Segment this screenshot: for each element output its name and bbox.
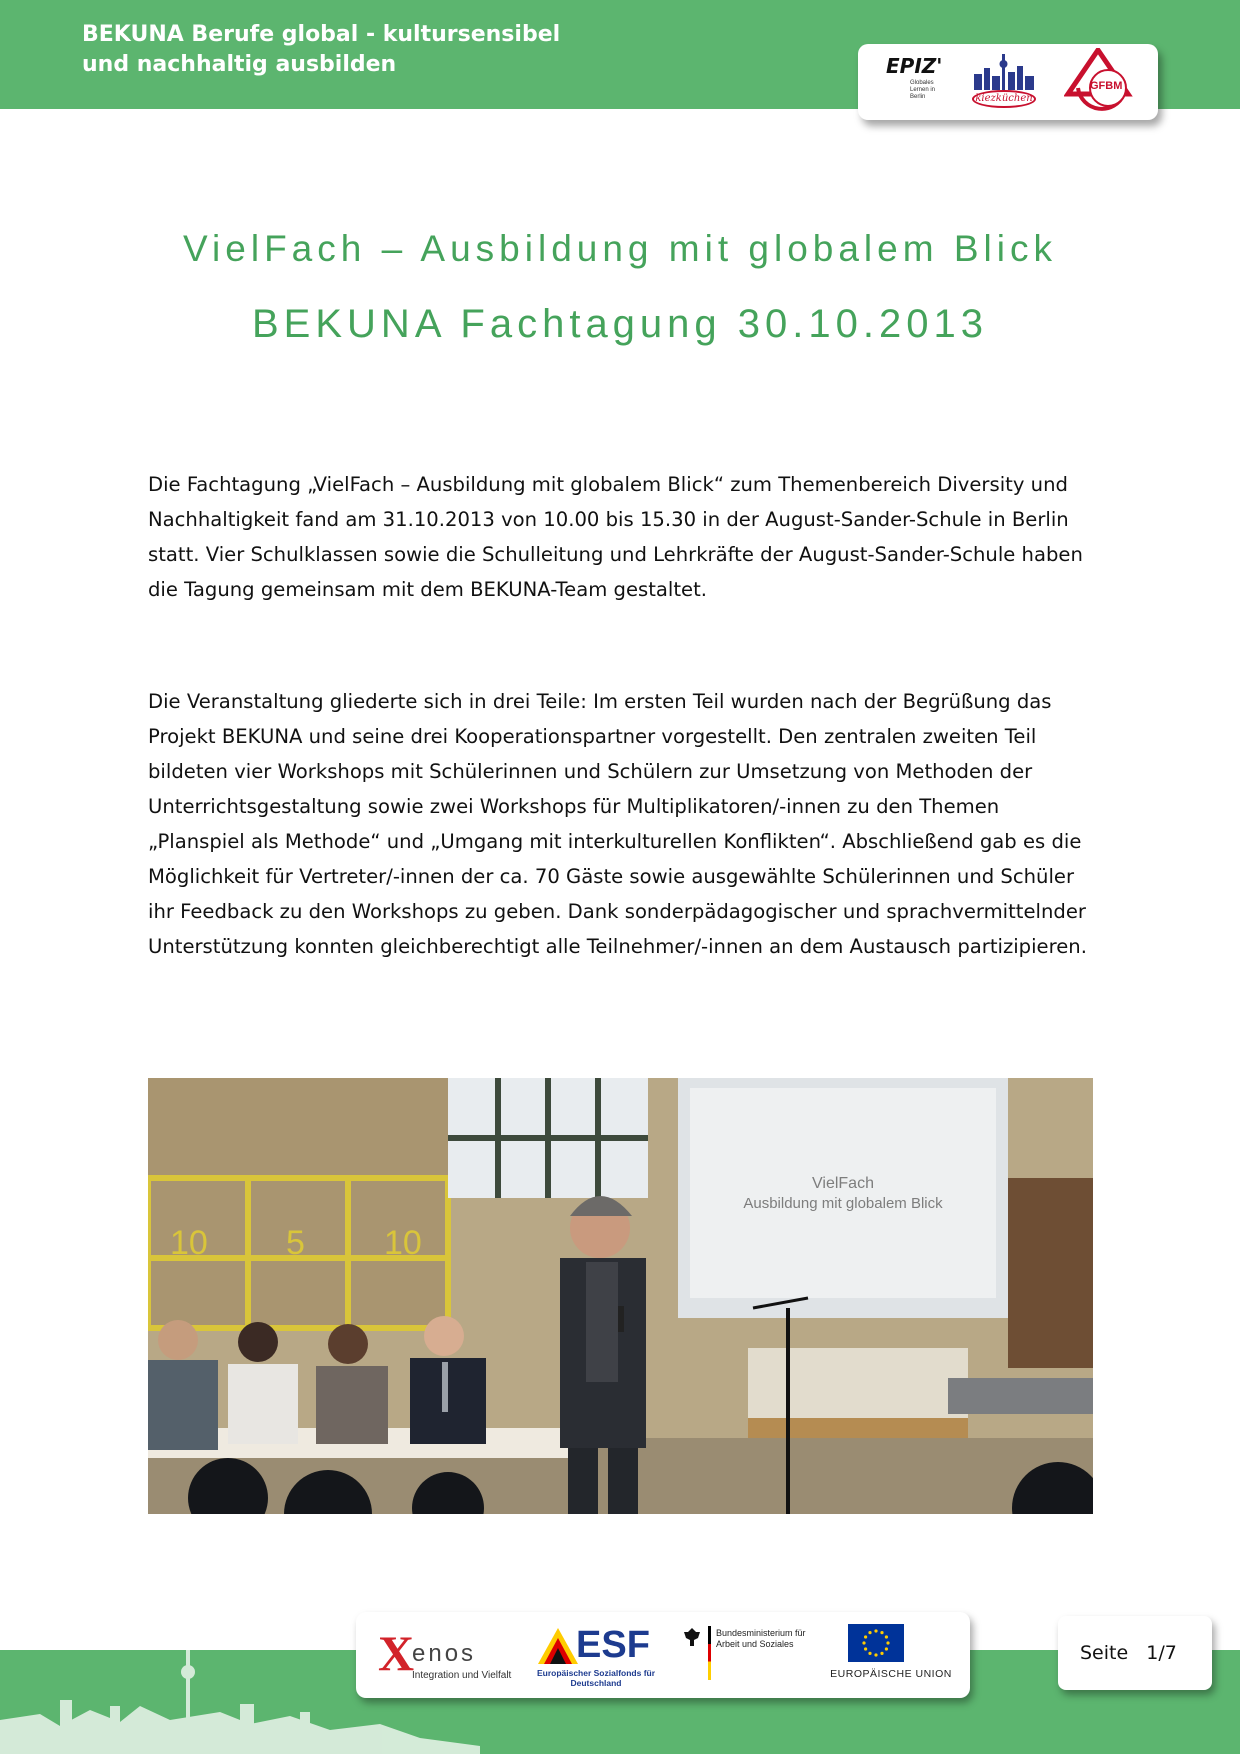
document-heading-title: VielFach – Ausbildung mit globalem Blick	[183, 228, 1057, 269]
eu-logo	[826, 1624, 956, 1686]
screen-title-line1: VielFach	[812, 1175, 874, 1192]
bmas-logo	[682, 1626, 812, 1686]
funding-logos-card	[356, 1612, 970, 1698]
header-title-line2: und nachhaltig ausbilden	[82, 52, 397, 77]
epiz-logo-subtitle: Globales Lernen in Berlin	[910, 80, 936, 100]
wall-number-3: 10	[384, 1224, 422, 1262]
body-paragraph-1: Die Fachtagung „VielFach – Ausbildung mit globalem Blick“ zum Themenbereich Diversity und Nachhaltigkeit fand am 31.10.2013 von 10.00 bis 15.30 in der August-Sander-Schule in Berlin statt. Vier Schulklassen sowie die Schulleitung und Lehrkräfte der August-Sander-Schule haben die Tagung gemeinsam mit dem BEKUNA-Team gestaltet.	[148, 473, 1083, 601]
wall-number-1: 10	[170, 1224, 208, 1262]
xenos-logo	[378, 1626, 518, 1688]
wall-number-2: 5	[286, 1224, 305, 1262]
document-heading-subtitle: BEKUNA Fachtagung 30.10.2013	[252, 302, 988, 346]
body-paragraph-2: Die Veranstaltung gliederte sich in drei Teile: Im ersten Teil wurden nach der Begrüßung das Projekt BEKUNA und seine drei Kooperationspartner vorgestellt. Den zentralen zweiten Teil bildeten vier Workshops mit Schülerinnen und Schülern zur Umsetzung von Methoden der Unterrichtsgestaltung sowie zwei Workshops für Multiplikatoren/-innen zu den Themen „Planspiel als Methode“ und „Umgang mit interkulturellen Konflikten“. Abschließend gab es die Möglichkeit für Vertreter/-innen der ca. 70 Gäste sowie ausgewählte Schülerinnen und Schüler ihr Feedback zu den Workshops zu geben. Dank sonderpädagogischer und sprachvermittelnder Unterstützung konnten gleichberechtigt alle Teilnehmer/-innen an dem Austausch partizipieren.	[148, 690, 1087, 958]
header-title-rest: Berufe global - kultursensibel	[183, 22, 561, 47]
eu-stars-icon	[848, 1624, 904, 1662]
esf-flag-icon	[536, 1624, 580, 1666]
partner-logos-card	[858, 44, 1158, 120]
kiezkuechen-logo-text: kiezküchen	[972, 90, 1036, 108]
german-flag-stripe	[708, 1626, 711, 1680]
epiz-logo-mark: EPIZ'	[886, 54, 943, 78]
page-number-label: Seite 1/7	[1080, 1642, 1177, 1664]
esf-logo	[536, 1624, 656, 1688]
screen-title-line2: Ausbildung mit globalem Blick	[743, 1195, 943, 1212]
gfbm-logo	[1064, 48, 1134, 116]
xenos-logo-name: enos	[412, 1640, 477, 1667]
berlin-skyline-icon	[968, 52, 1040, 92]
xenos-logo-tagline: Integration und Vielfalt	[412, 1670, 512, 1681]
kiezkuechen-logo	[968, 52, 1040, 112]
esf-logo-tagline: Europäischer Sozialfonds für Deutschland	[536, 1668, 656, 1688]
esf-logo-word: ESF	[576, 1624, 650, 1666]
eu-logo-text: EUROPÄISCHE UNION	[830, 1668, 952, 1680]
federal-eagle-icon	[682, 1626, 702, 1648]
header-title-bold: BEKUNA	[82, 22, 184, 47]
eu-flag-icon	[848, 1624, 904, 1662]
xenos-logo-x: X	[378, 1625, 415, 1681]
conference-photo	[148, 1078, 1093, 1514]
page-number-card	[1058, 1616, 1212, 1690]
gfbm-logo-text: GFBM	[1090, 80, 1123, 92]
bmas-logo-text: Bundesministerium für Arbeit und Soziales	[716, 1628, 806, 1649]
conference-photo-illustration	[148, 1078, 1093, 1514]
epiz-logo	[886, 54, 946, 110]
header-title	[82, 20, 560, 80]
